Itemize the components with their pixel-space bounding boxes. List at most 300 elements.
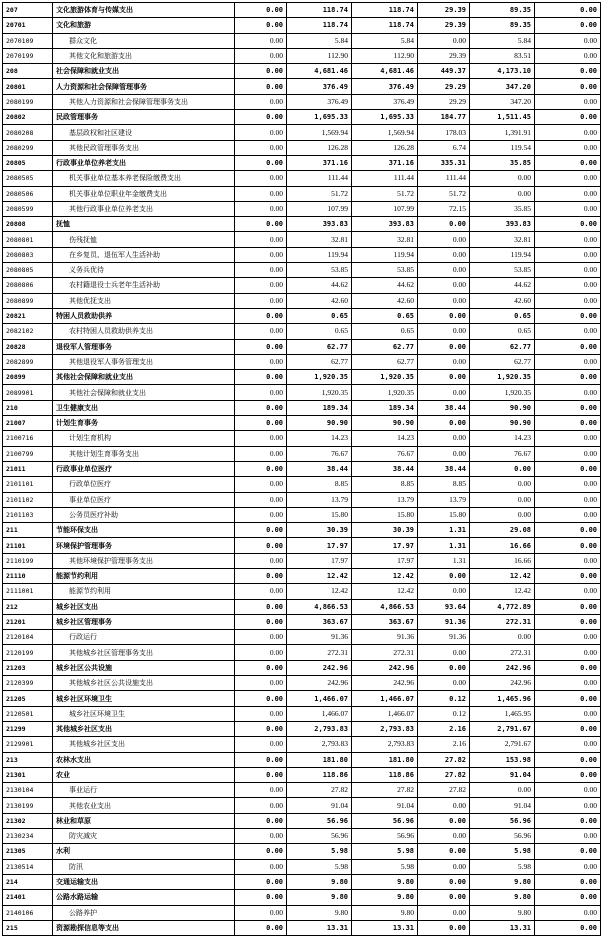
amount-cell: 4,681.46 (352, 64, 418, 79)
amount-cell: 0.00 (418, 859, 470, 874)
amount-cell: 62.77 (287, 339, 352, 354)
amount-cell: 0.00 (235, 217, 287, 232)
table-row (3, 492, 601, 507)
amount-cell: 15.80 (352, 507, 418, 522)
amount-cell: 363.67 (352, 614, 418, 629)
amount-cell: 0.00 (235, 140, 287, 155)
amount-cell: 90.90 (352, 416, 418, 431)
table-row (3, 18, 601, 33)
subject-name-cell: 农村特困人员救助供养支出 (53, 324, 235, 339)
amount-cell: 0.00 (235, 630, 287, 645)
amount-cell: 376.49 (352, 94, 418, 109)
amount-cell: 29.29 (418, 94, 470, 109)
table-row (3, 263, 601, 278)
subject-name-cell: 伤残抚恤 (53, 232, 235, 247)
amount-cell: 178.03 (418, 125, 470, 140)
amount-cell: 0.00 (535, 813, 601, 828)
subject-code-cell: 2080899 (3, 293, 53, 308)
amount-cell: 0.00 (535, 171, 601, 186)
amount-cell: 90.90 (287, 416, 352, 431)
subject-name-cell: 社会保障和就业支出 (53, 64, 235, 79)
amount-cell: 376.49 (352, 79, 418, 94)
subject-name-cell: 其他民政管理事务支出 (53, 140, 235, 155)
subject-name-cell: 卫生健康支出 (53, 400, 235, 415)
amount-cell: 0.00 (235, 385, 287, 400)
amount-cell: 0.00 (418, 645, 470, 660)
amount-cell: 53.85 (352, 263, 418, 278)
amount-cell: 0.00 (535, 431, 601, 446)
amount-cell: 371.16 (287, 155, 352, 170)
amount-cell: 2,793.83 (352, 721, 418, 736)
amount-cell: 0.00 (235, 706, 287, 721)
amount-cell: 393.83 (352, 217, 418, 232)
subject-name-cell: 其他环境保护管理事务支出 (53, 553, 235, 568)
amount-cell: 0.00 (235, 660, 287, 675)
amount-cell: 8.85 (352, 477, 418, 492)
amount-cell: 29.39 (418, 18, 470, 33)
amount-cell: 242.96 (287, 676, 352, 691)
amount-cell: 1,695.33 (287, 110, 352, 125)
amount-cell: 0.00 (535, 492, 601, 507)
subject-code-cell: 20802 (3, 110, 53, 125)
amount-cell: 30.39 (287, 523, 352, 538)
amount-cell: 0.00 (418, 920, 470, 935)
subject-name-cell: 农业 (53, 767, 235, 782)
amount-cell: 118.74 (287, 3, 352, 18)
amount-cell: 272.31 (470, 645, 535, 660)
amount-cell: 27.82 (418, 767, 470, 782)
amount-cell: 0.00 (470, 477, 535, 492)
amount-cell: 0.00 (235, 400, 287, 415)
amount-cell: 0.00 (535, 308, 601, 323)
amount-cell: 118.86 (287, 767, 352, 782)
table-row (3, 217, 601, 232)
table-row (3, 660, 601, 675)
subject-code-cell: 2080506 (3, 186, 53, 201)
amount-cell: 53.85 (470, 263, 535, 278)
amount-cell: 9.80 (287, 905, 352, 920)
amount-cell: 0.00 (235, 324, 287, 339)
amount-cell: 0.12 (418, 691, 470, 706)
subject-code-cell: 20801 (3, 79, 53, 94)
subject-code-cell: 2120399 (3, 676, 53, 691)
amount-cell: 0.00 (535, 614, 601, 629)
amount-cell: 5.98 (287, 844, 352, 859)
amount-cell: 0.00 (235, 125, 287, 140)
amount-cell: 0.00 (235, 676, 287, 691)
amount-cell: 0.00 (418, 217, 470, 232)
amount-cell: 0.00 (235, 94, 287, 109)
amount-cell: 112.90 (352, 48, 418, 63)
amount-cell: 35.85 (470, 155, 535, 170)
subject-code-cell: 2110199 (3, 553, 53, 568)
amount-cell: 5.84 (352, 33, 418, 48)
subject-name-cell: 其他城乡社区公共设施支出 (53, 676, 235, 691)
amount-cell: 189.34 (352, 400, 418, 415)
subject-name-cell: 行政事业单位养老支出 (53, 155, 235, 170)
subject-name-cell: 机关事业单位基本养老保险缴费支出 (53, 171, 235, 186)
amount-cell: 0.00 (418, 33, 470, 48)
amount-cell: 0.00 (235, 370, 287, 385)
amount-cell: 0.00 (535, 920, 601, 935)
amount-cell: 0.65 (352, 308, 418, 323)
amount-cell: 0.00 (535, 660, 601, 675)
amount-cell: 0.00 (535, 79, 601, 94)
table-row (3, 354, 601, 369)
amount-cell: 0.00 (535, 461, 601, 476)
amount-cell: 347.20 (470, 79, 535, 94)
table-row (3, 461, 601, 476)
amount-cell: 335.31 (418, 155, 470, 170)
amount-cell: 0.00 (235, 446, 287, 461)
amount-cell: 0.00 (235, 308, 287, 323)
table-row (3, 247, 601, 262)
amount-cell: 2,793.83 (287, 721, 352, 736)
amount-cell: 13.79 (418, 492, 470, 507)
table-row (3, 477, 601, 492)
amount-cell: 1,466.07 (352, 706, 418, 721)
amount-cell: 15.80 (287, 507, 352, 522)
table-row (3, 110, 601, 125)
amount-cell: 0.00 (235, 293, 287, 308)
subject-code-cell: 208 (3, 64, 53, 79)
subject-code-cell: 2129901 (3, 737, 53, 752)
amount-cell: 119.94 (287, 247, 352, 262)
amount-cell: 0.00 (470, 630, 535, 645)
amount-cell: 1,466.07 (352, 691, 418, 706)
amount-cell: 0.00 (418, 293, 470, 308)
subject-code-cell: 2080299 (3, 140, 53, 155)
amount-cell: 0.00 (235, 874, 287, 889)
amount-cell: 1,920.35 (287, 370, 352, 385)
amount-cell: 62.77 (470, 339, 535, 354)
amount-cell: 0.00 (235, 614, 287, 629)
subject-name-cell: 机关事业单位职业年金缴费支出 (53, 186, 235, 201)
table-row (3, 171, 601, 186)
table-row (3, 400, 601, 415)
table-row (3, 79, 601, 94)
table-row (3, 920, 601, 935)
amount-cell: 118.86 (352, 767, 418, 782)
amount-cell: 83.51 (470, 48, 535, 63)
amount-cell: 0.65 (287, 324, 352, 339)
table-row (3, 844, 601, 859)
table-row (3, 94, 601, 109)
table-row (3, 706, 601, 721)
amount-cell: 51.72 (418, 186, 470, 201)
amount-cell: 0.00 (535, 232, 601, 247)
subject-code-cell: 207 (3, 3, 53, 18)
amount-cell: 13.31 (287, 920, 352, 935)
amount-cell: 0.00 (418, 278, 470, 293)
amount-cell: 181.80 (352, 752, 418, 767)
subject-code-cell: 2080801 (3, 232, 53, 247)
amount-cell: 181.80 (287, 752, 352, 767)
amount-cell: 51.72 (352, 186, 418, 201)
amount-cell: 0.00 (535, 33, 601, 48)
subject-name-cell: 其他退役军人事务管理支出 (53, 354, 235, 369)
amount-cell: 0.00 (418, 416, 470, 431)
amount-cell: 2,791.67 (470, 737, 535, 752)
subject-code-cell: 2130514 (3, 859, 53, 874)
amount-cell: 0.00 (535, 568, 601, 583)
amount-cell: 35.85 (470, 201, 535, 216)
table-row (3, 431, 601, 446)
amount-cell: 0.00 (235, 186, 287, 201)
amount-cell: 42.60 (352, 293, 418, 308)
amount-cell: 1,920.35 (470, 370, 535, 385)
amount-cell: 0.00 (235, 79, 287, 94)
table-row (3, 186, 601, 201)
table-row (3, 232, 601, 247)
subject-name-cell: 节能环保支出 (53, 523, 235, 538)
amount-cell: 12.42 (470, 568, 535, 583)
amount-cell: 0.65 (352, 324, 418, 339)
amount-cell: 0.00 (235, 201, 287, 216)
amount-cell: 5.98 (352, 844, 418, 859)
amount-cell: 0.00 (535, 278, 601, 293)
amount-cell: 0.00 (535, 645, 601, 660)
subject-name-cell: 水利 (53, 844, 235, 859)
subject-code-cell: 21007 (3, 416, 53, 431)
amount-cell: 242.96 (287, 660, 352, 675)
amount-cell: 0.00 (235, 3, 287, 18)
subject-name-cell: 农林水支出 (53, 752, 235, 767)
amount-cell: 29.08 (470, 523, 535, 538)
table-row (3, 538, 601, 553)
amount-cell: 347.20 (470, 94, 535, 109)
subject-name-cell: 退役军人管理事务 (53, 339, 235, 354)
subject-code-cell: 20701 (3, 18, 53, 33)
amount-cell: 0.00 (235, 783, 287, 798)
amount-cell: 0.00 (235, 110, 287, 125)
amount-cell: 4,772.89 (470, 599, 535, 614)
amount-cell: 29.39 (418, 3, 470, 18)
amount-cell: 0.00 (535, 721, 601, 736)
amount-cell: 1.31 (418, 523, 470, 538)
amount-cell: 0.00 (235, 829, 287, 844)
subject-code-cell: 2080805 (3, 263, 53, 278)
amount-cell: 272.31 (470, 614, 535, 629)
amount-cell: 118.74 (352, 18, 418, 33)
table-row (3, 568, 601, 583)
subject-code-cell: 2130104 (3, 783, 53, 798)
subject-code-cell: 2120104 (3, 630, 53, 645)
amount-cell: 0.00 (235, 813, 287, 828)
amount-cell: 119.54 (470, 140, 535, 155)
amount-cell: 242.96 (352, 676, 418, 691)
table-row (3, 721, 601, 736)
table-row (3, 584, 601, 599)
subject-name-cell: 计划生育机构 (53, 431, 235, 446)
table-row (3, 813, 601, 828)
amount-cell: 0.00 (535, 247, 601, 262)
subject-code-cell: 2082102 (3, 324, 53, 339)
amount-cell: 1.31 (418, 538, 470, 553)
amount-cell: 4,681.46 (287, 64, 352, 79)
subject-code-cell: 21203 (3, 660, 53, 675)
amount-cell: 0.00 (418, 263, 470, 278)
amount-cell: 56.96 (352, 813, 418, 828)
subject-name-cell: 其他优抚支出 (53, 293, 235, 308)
amount-cell: 0.00 (535, 140, 601, 155)
subject-name-cell: 其他计划生育事务支出 (53, 446, 235, 461)
amount-cell: 0.00 (535, 3, 601, 18)
subject-name-cell: 公路养护 (53, 905, 235, 920)
amount-cell: 17.97 (352, 538, 418, 553)
amount-cell: 27.82 (287, 783, 352, 798)
amount-cell: 0.00 (235, 278, 287, 293)
amount-cell: 38.44 (287, 461, 352, 476)
subject-code-cell: 2120199 (3, 645, 53, 660)
amount-cell: 272.31 (287, 645, 352, 660)
table-row (3, 293, 601, 308)
table-row (3, 308, 601, 323)
subject-code-cell: 2120501 (3, 706, 53, 721)
amount-cell: 1,920.35 (470, 385, 535, 400)
amount-cell: 393.83 (287, 217, 352, 232)
amount-cell: 111.44 (352, 171, 418, 186)
subject-name-cell: 交通运输支出 (53, 874, 235, 889)
amount-cell: 0.00 (535, 48, 601, 63)
subject-name-cell: 城乡社区公共设施 (53, 660, 235, 675)
amount-cell: 1,569.94 (287, 125, 352, 140)
subject-name-cell: 环境保护管理事务 (53, 538, 235, 553)
amount-cell: 9.80 (470, 890, 535, 905)
amount-cell: 449.37 (418, 64, 470, 79)
amount-cell: 0.00 (535, 783, 601, 798)
subject-code-cell: 20828 (3, 339, 53, 354)
amount-cell: 119.94 (352, 247, 418, 262)
amount-cell: 371.16 (352, 155, 418, 170)
amount-cell: 2,791.67 (470, 721, 535, 736)
amount-cell: 14.23 (470, 431, 535, 446)
table-row (3, 599, 601, 614)
table-row (3, 874, 601, 889)
table-row (3, 48, 601, 63)
amount-cell: 0.00 (235, 599, 287, 614)
amount-cell: 4,866.53 (287, 599, 352, 614)
amount-cell: 12.42 (470, 584, 535, 599)
amount-cell: 91.36 (418, 630, 470, 645)
subject-code-cell: 213 (3, 752, 53, 767)
subject-code-cell: 2101102 (3, 492, 53, 507)
subject-name-cell: 其他社会保障和就业支出 (53, 385, 235, 400)
subject-code-cell: 2089901 (3, 385, 53, 400)
subject-code-cell: 210 (3, 400, 53, 415)
amount-cell: 62.77 (470, 354, 535, 369)
amount-cell: 0.00 (535, 293, 601, 308)
amount-cell: 32.81 (352, 232, 418, 247)
amount-cell: 0.00 (235, 721, 287, 736)
amount-cell: 0.00 (418, 324, 470, 339)
amount-cell: 13.79 (287, 492, 352, 507)
amount-cell: 0.00 (235, 48, 287, 63)
amount-cell: 0.00 (418, 339, 470, 354)
amount-cell: 0.00 (535, 64, 601, 79)
amount-cell: 91.04 (352, 798, 418, 813)
amount-cell: 13.79 (352, 492, 418, 507)
table-row (3, 155, 601, 170)
amount-cell: 91.04 (470, 798, 535, 813)
amount-cell: 0.00 (535, 370, 601, 385)
amount-cell: 0.00 (470, 507, 535, 522)
amount-cell: 0.00 (235, 461, 287, 476)
amount-cell: 29.29 (418, 79, 470, 94)
amount-cell: 91.04 (287, 798, 352, 813)
amount-cell: 0.00 (235, 553, 287, 568)
amount-cell: 12.42 (352, 568, 418, 583)
subject-name-cell: 行政运行 (53, 630, 235, 645)
amount-cell: 51.72 (287, 186, 352, 201)
amount-cell: 107.99 (287, 201, 352, 216)
subject-code-cell: 2080208 (3, 125, 53, 140)
amount-cell: 393.83 (470, 217, 535, 232)
amount-cell: 9.80 (287, 874, 352, 889)
subject-name-cell: 城乡社区支出 (53, 599, 235, 614)
amount-cell: 0.00 (418, 385, 470, 400)
amount-cell: 0.00 (235, 155, 287, 170)
table-row (3, 324, 601, 339)
table-row (3, 3, 601, 18)
amount-cell: 184.77 (418, 110, 470, 125)
amount-cell: 0.00 (535, 752, 601, 767)
amount-cell: 0.00 (418, 676, 470, 691)
amount-cell: 1,695.33 (352, 110, 418, 125)
amount-cell: 0.00 (235, 645, 287, 660)
amount-cell: 1,920.35 (352, 370, 418, 385)
subject-code-cell: 20899 (3, 370, 53, 385)
table-row (3, 370, 601, 385)
amount-cell: 0.65 (470, 324, 535, 339)
amount-cell: 38.44 (352, 461, 418, 476)
amount-cell: 8.85 (287, 477, 352, 492)
amount-cell: 17.97 (352, 553, 418, 568)
amount-cell: 5.98 (352, 859, 418, 874)
amount-cell: 0.00 (418, 890, 470, 905)
subject-code-cell: 21401 (3, 890, 53, 905)
table-row (3, 140, 601, 155)
amount-cell: 56.96 (352, 829, 418, 844)
subject-name-cell: 文化和旅游 (53, 18, 235, 33)
amount-cell: 0.00 (235, 33, 287, 48)
table-row (3, 767, 601, 782)
amount-cell: 16.66 (470, 553, 535, 568)
amount-cell: 0.65 (470, 308, 535, 323)
subject-name-cell: 其他人力资源和社会保障管理事务支出 (53, 94, 235, 109)
amount-cell: 0.00 (235, 568, 287, 583)
subject-name-cell: 林业和草原 (53, 813, 235, 828)
subject-code-cell: 21101 (3, 538, 53, 553)
amount-cell: 119.94 (470, 247, 535, 262)
amount-cell: 0.65 (287, 308, 352, 323)
subject-name-cell: 能源节约利用 (53, 584, 235, 599)
amount-cell: 72.15 (418, 201, 470, 216)
table-row (3, 385, 601, 400)
table-row (3, 783, 601, 798)
amount-cell: 62.77 (352, 354, 418, 369)
amount-cell: 0.00 (535, 706, 601, 721)
amount-cell: 53.85 (287, 263, 352, 278)
amount-cell: 44.62 (352, 278, 418, 293)
amount-cell: 90.90 (470, 416, 535, 431)
subject-code-cell: 21011 (3, 461, 53, 476)
amount-cell: 5.98 (470, 859, 535, 874)
amount-cell: 153.98 (470, 752, 535, 767)
amount-cell: 0.00 (535, 538, 601, 553)
subject-name-cell: 计划生育事务 (53, 416, 235, 431)
table-row (3, 201, 601, 216)
